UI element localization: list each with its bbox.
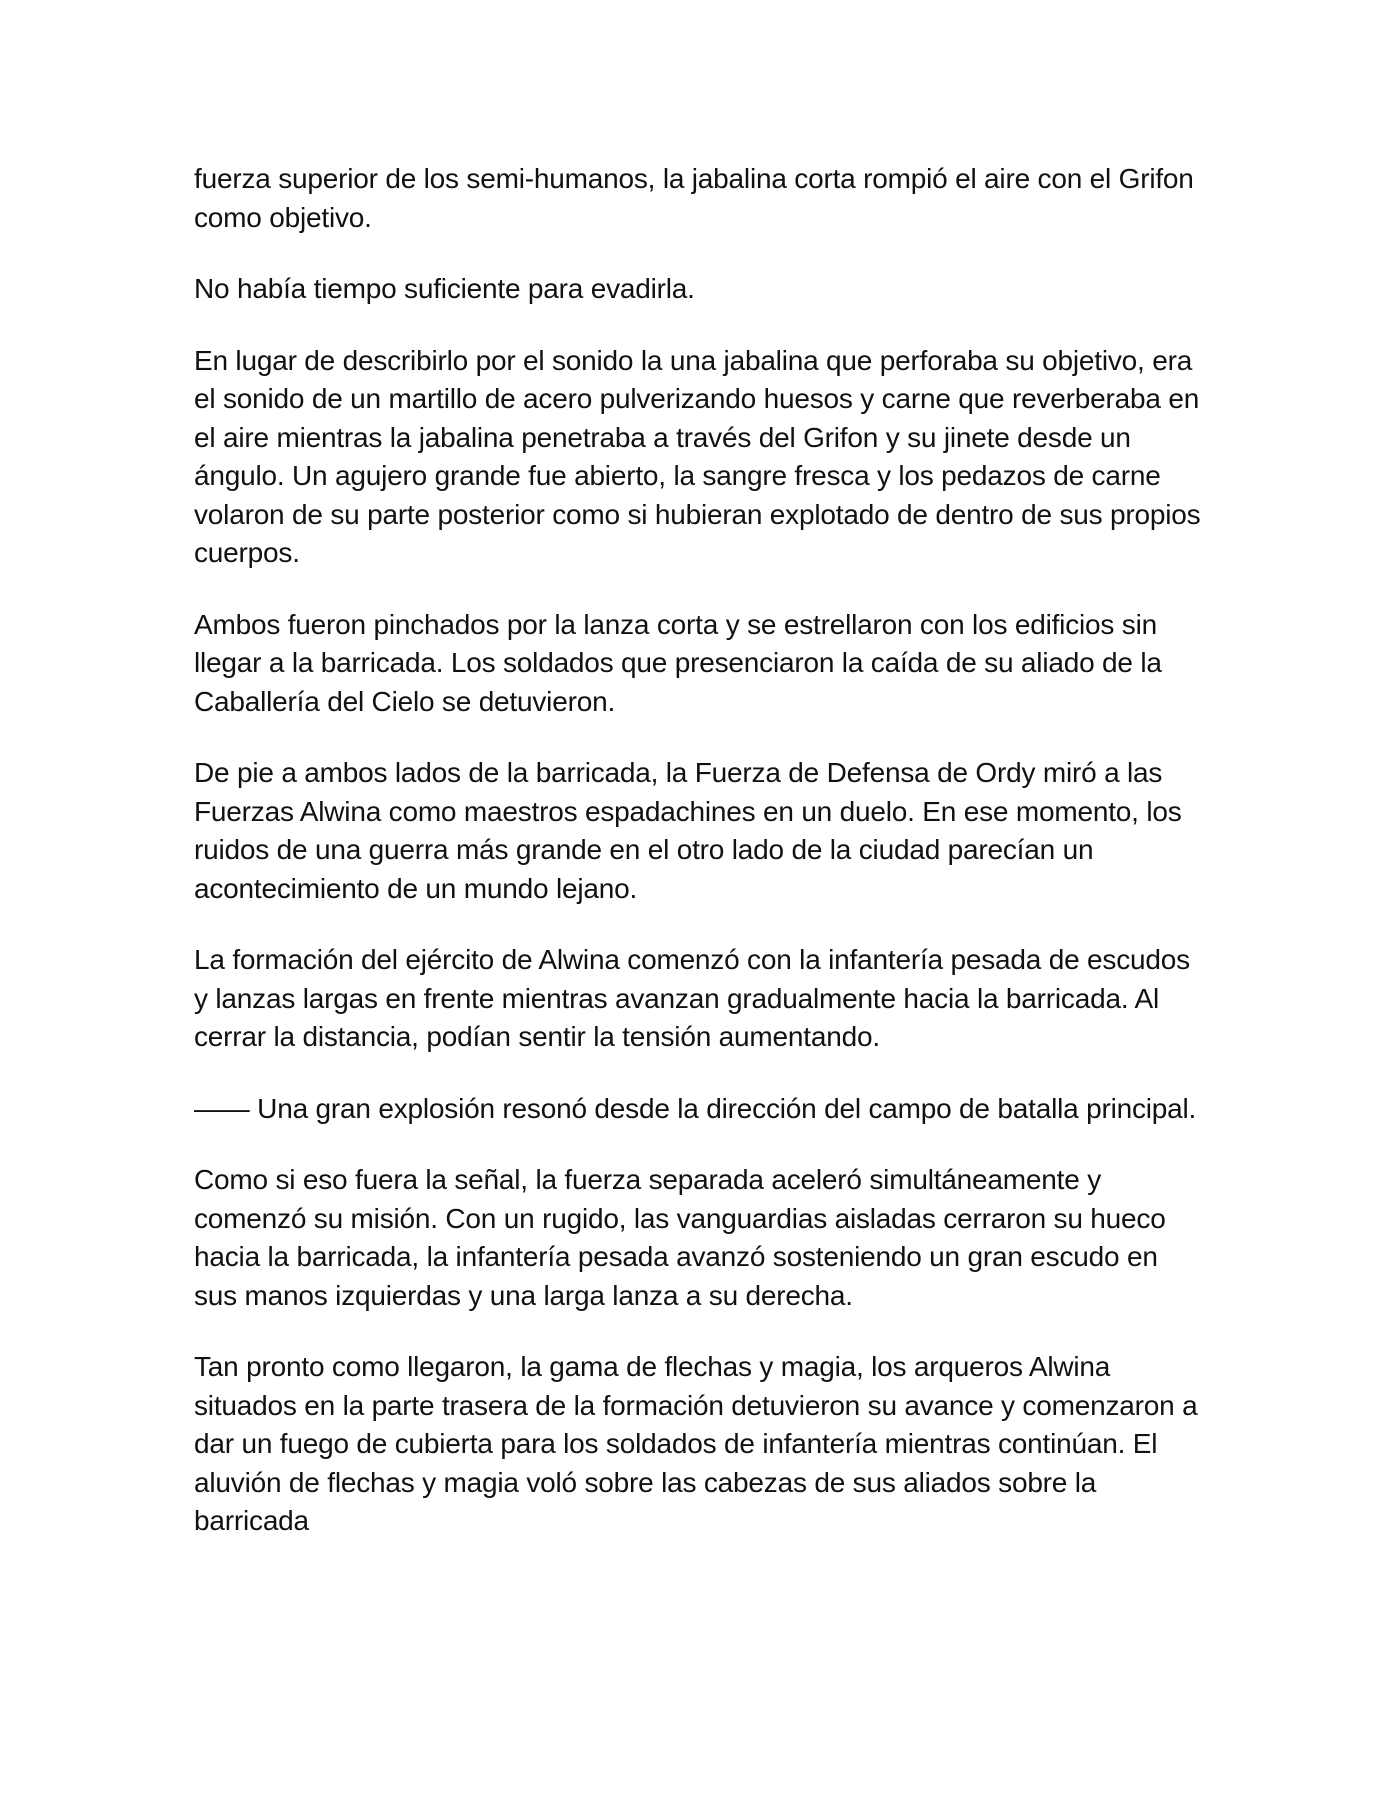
paragraph-5: De pie a ambos lados de la barricada, la Fuerza de Defensa de Ordy miró a las Fuerzas Alwina como maestros espadachines en un duelo. En ese momento, los ruidos de una guerra más grande en el otro lado de la ciudad parecían un acontecimiento de un mundo lejano. (194, 757, 1182, 904)
paragraph-2: No había tiempo suficiente para evadirla. (194, 273, 695, 304)
paragraph-6: La formación del ejército de Alwina comenzó con la infantería pesada de escudos y lanzas largas en frente mientras avanzan gradualmente hacia la barricada. Al cerrar la distancia, podían sentir la tensión aumentando. (194, 944, 1190, 1052)
paragraph-4: Ambos fueron pinchados por la lanza corta y se estrellaron con los edificios sin llegar a la barricada. Los soldados que presenciaron la caída de su aliado de la Caballería del Cielo se detuvieron. (194, 608, 1162, 717)
document-body (194, 160, 1204, 1541)
paragraph-7: —— Una gran explosión resonó desde la dirección del campo de batalla principal. (194, 1092, 1197, 1124)
paragraph-1: fuerza superior de los semi-humanos, la jabalina corta rompió el aire con el Grifon como objetivo. (194, 163, 1194, 233)
paragraph-9: Tan pronto como llegaron, la gama de flechas y magia, los arqueros Alwina situados en la parte trasera de la formación detuvieron su avance y comenzaron a dar un fuego de cubierta para los soldados de infantería mientras continúan. El aluvión de flechas y magia voló sobre las cabezas de sus aliados sobre la barricada (194, 1351, 1198, 1536)
paragraph-3: En lugar de describirlo por el sonido la una jabalina que perforaba su objetivo, era el sonido de un martillo de acero pulverizando huesos y carne que reverberaba en el aire mientras la jabalina penetraba a través del Grifon y su jinete desde un ángulo. Un agujero grande fue abierto, la sangre fresca y los pedazos de carne volaron de su parte posterior como si hubieran explotado de dentro de sus propios cuerpos. (194, 344, 1201, 568)
paragraph-8: Como si eso fuera la señal, la fuerza separada aceleró simultáneamente y comenzó su misión. Con un rugido, las vanguardias aisladas cerraron su hueco hacia la barricada, la infantería pesada avanzó sosteniendo un gran escudo en sus manos izquierdas y una larga lanza a su derecha. (194, 1164, 1166, 1311)
